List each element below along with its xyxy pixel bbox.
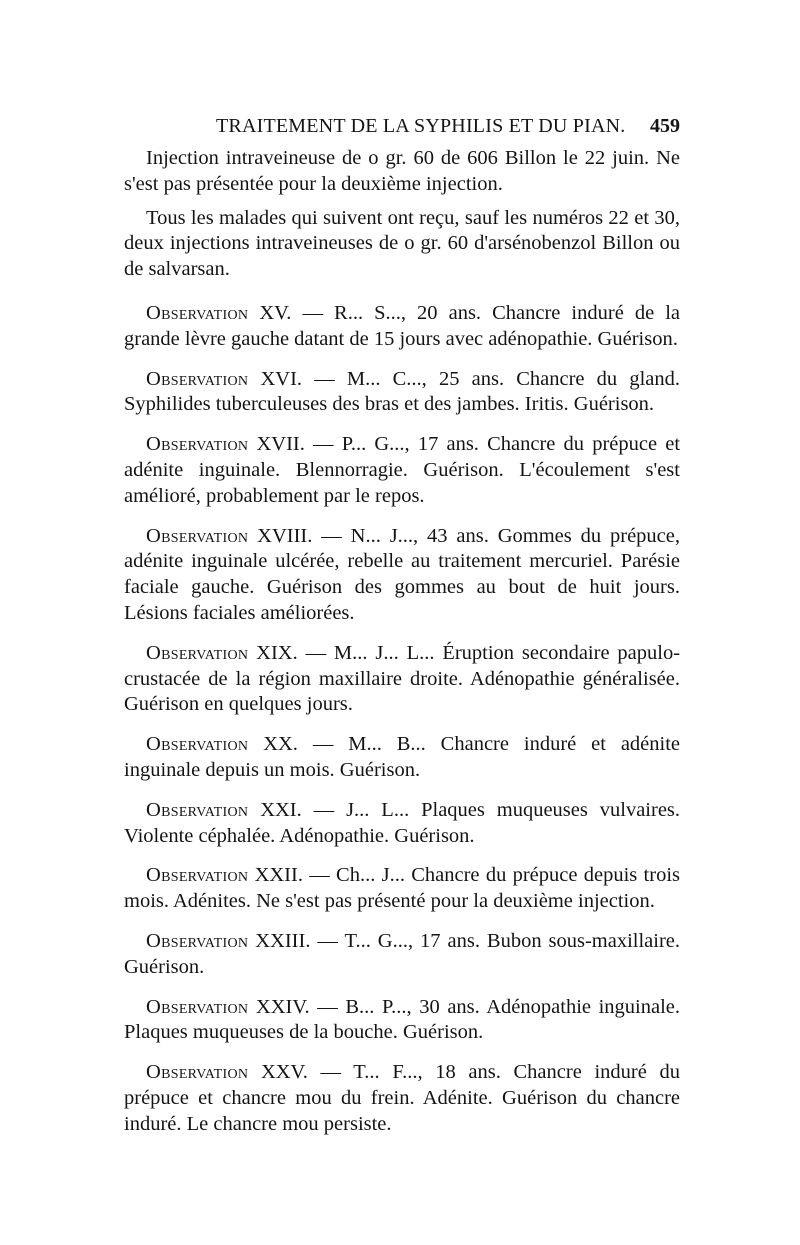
running-title: TRAITEMENT DE LA SYPHILIS ET DU PIAN. [216,115,626,137]
observation-20 [124,732,680,784]
observation-label: Observation [146,641,249,664]
paragraph: Tous les malades qui suivent ont reçu, sauf les numéros 22 et 30, deux injections intraveineuses de o gr. 60 d'arsénobenzol Billon ou de salvarsan. [124,206,680,281]
observation-17 [124,432,680,509]
page-body [124,146,680,1138]
observation-text: — M... J... L... Éruption secondaire papulo-crustacée de la région maxillaire droite. Adénopathie généralisée. Guérison en quelques jours. [124,641,681,716]
observation-label: Observation [146,433,249,456]
observation-text: — J... L... Plaques muqueuses vulvaires. Violente céphalée. Adénopathie. Guérison. [124,798,681,847]
observation-number: XXII. [254,864,303,887]
observation-number: XIX. [256,641,298,664]
observation-24 [124,995,680,1047]
observation-label: Observation [146,367,249,390]
observation-text: — Ch... J... Chancre du prépuce depuis trois mois. Adénites. Ne s'est pas présenté pour la deuxième injection. [124,864,680,913]
observation-number: XV. [259,301,292,324]
observation-23 [124,929,680,981]
observation-text: — R... S..., 20 ans. Chancre induré de la grande lèvre gauche datant de 15 jours avec adénopathie. Guérison. [124,301,681,350]
observation-label: Observation [146,995,249,1018]
observation-number: XVI. [260,367,303,390]
observation-number: XVII. [256,433,305,456]
observation-number: XVIII. [257,524,313,547]
observation-label: Observation [146,733,249,756]
paragraph: Injection intraveineuse de o gr. 60 de 606 Billon le 22 juin. Ne s'est pas présentée pour la deuxième injection. [124,147,680,195]
observation-text: — N... J..., 43 ans. Gommes du prépuce, adénite inguinale ulcérée, rebelle au traitement mercuriel. Parésie faciale gauche. Guérison des gommes au bout de huit jours. Lésions faciales améliorées. [124,524,680,624]
observation-text: — T... G..., 17 ans. Bubon sous-maxillaire. Guérison. [124,929,681,978]
observation-label: Observation [146,301,249,324]
observation-22 [124,863,680,915]
observation-number: XXV. [260,1061,308,1084]
observation-text: — B... P..., 30 ans. Adénopathie inguinale. Plaques muqueuses de la bouche. Guérison. [124,995,681,1044]
observation-number: XXI. [260,798,302,821]
page-header [124,114,680,138]
observation-text: — P... G..., 17 ans. Chancre du prépuce et adénite inguinale. Blennorragie. Guérison. L'écoulement s'est amélioré, probablement par le repos. [124,433,681,507]
observation-number: XXIII. [255,929,311,952]
observation-18 [124,524,680,627]
observation-label: Observation [146,1061,249,1084]
observation-25 [124,1060,680,1137]
page-number: 459 [650,115,680,137]
observation-15 [124,301,680,353]
observation-text: — M... B... Chancre induré et adénite inguinale depuis un mois. Guérison. [124,733,681,781]
observation-label: Observation [146,864,249,887]
observation-label: Observation [146,798,249,821]
observation-number: XXIV. [255,995,310,1018]
observation-label: Observation [146,524,249,547]
observation-text: — M... C..., 25 ans. Chancre du gland. Syphilides tuberculeuses des bras et des jambes. Iritis. Guérison. [124,367,681,416]
observation-19 [124,641,680,718]
observation-number: XX. [263,733,298,756]
observation-21 [124,798,680,850]
observation-16 [124,367,680,419]
observation-text: — T... F..., 18 ans. Chancre induré du prépuce et chancre mou du frein. Adénite. Guérison du chancre induré. Le chancre mou persiste. [124,1061,680,1135]
observation-label: Observation [146,929,249,952]
